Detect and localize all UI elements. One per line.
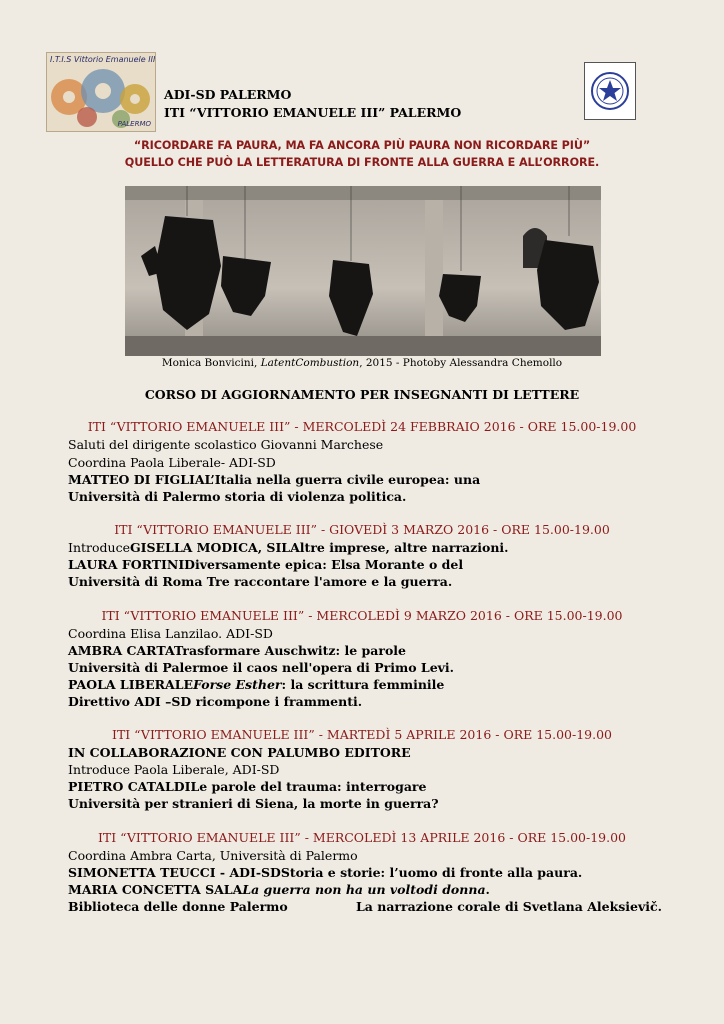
session-2-line — [68, 540, 509, 555]
session-4-line: Introduce Paola Liberale, ADI-SD — [68, 762, 280, 777]
session-2-introduce: Introduce — [68, 540, 130, 555]
school-logo — [46, 52, 156, 132]
session-5-line: SIMONETTA TEUCCI - ADI-SDStoria e storie: l’uomo di fronte alla paura. — [68, 865, 583, 880]
session-2-line: LAURA FORTINIDiversamente epica: Elsa Morante o del — [68, 557, 464, 572]
logo-title: I.T.I.S Vittorio Emanuele III — [50, 55, 156, 64]
session-4-line: Università per stranieri di Siena, la morte in guerra? — [68, 796, 439, 811]
session-3-subtitle: : la scrittura femminile — [281, 677, 445, 692]
session-1-line: MATTEO DI FIGLIAL’Italia nella guerra civile europea: una — [68, 472, 481, 487]
session-1-line: Coordina Paola Liberale- ADI-SD — [68, 455, 276, 470]
session-1-line: Saluti del dirigente scolastico Giovanni Marchese — [68, 437, 384, 452]
session-2-line: Università di Roma Tre raccontare l'amore e la guerra. — [68, 574, 453, 589]
caption-artist: Monica Bonvicini — [161, 357, 254, 369]
italian-republic-emblem — [584, 62, 636, 120]
session-5-affiliation: Biblioteca delle donne Palermo — [68, 899, 288, 914]
session-3-speaker: PAOLA LIBERALE — [68, 677, 194, 692]
session-5-line — [68, 899, 662, 914]
session-3-line: Direttivo ADI –SD ricompone i frammenti. — [68, 694, 363, 709]
session-5-italic-title: La guerra non ha un voltodi donna — [242, 882, 486, 897]
header-line-1: ADI-SD PALERMO — [164, 87, 292, 102]
session-1-heading: ITI “VITTORIO EMANUELE III” - MERCOLEDÌ 24 FEBBRAIO 2016 - ORE 15.00-19.00 — [87, 419, 637, 434]
session-5-period: . — [485, 882, 490, 897]
quote-line-1: “RICORDARE FA PAURA, MA FA ANCORA PIÙ PAURA NON RICORDARE PIÙ” — [133, 139, 591, 152]
artwork-photo — [125, 186, 601, 356]
session-5-line: Coordina Ambra Carta, Università di Palermo — [68, 848, 358, 863]
session-3-heading: ITI “VITTORIO EMANUELE III” - MERCOLEDÌ 9 MARZO 2016 - ORE 15.00-19.00 — [101, 608, 623, 623]
session-1-line: Università di Palermo storia di violenza politica. — [68, 489, 407, 504]
photo-caption: Monica Bonvicini, LatentCombustion, 2015 - Photoby Alessandra Chemollo — [161, 357, 563, 369]
session-4-heading: ITI “VITTORIO EMANUELE III” - MARTEDÌ 5 APRILE 2016 - ORE 15.00-19.00 — [112, 727, 612, 742]
session-5-topic: La narrazione corale di Svetlana Aleksievič. — [356, 899, 662, 914]
session-2-heading: ITI “VITTORIO EMANUELE III” - GIOVEDÌ 3 MARZO 2016 - ORE 15.00-19.00 — [114, 522, 610, 537]
session-3-line — [68, 677, 444, 692]
session-5-line — [68, 882, 490, 897]
quote-line-2: QUELLO CHE PUÒ LA LETTERATURA DI FRONTE ALLA GUERRA E ALL’ORRORE. — [124, 156, 600, 169]
course-title: CORSO DI AGGIORNAMENTO PER INSEGNANTI DI LETTERE — [144, 387, 580, 402]
session-2-speaker: GISELLA MODICA, SILAltre imprese, altre narrazioni. — [129, 540, 509, 555]
caption-rest: , 2015 - Photoby Alessandra Chemollo — [359, 357, 563, 369]
caption-title: LatentCombustion — [260, 357, 360, 369]
session-3-line: Coordina Elisa Lanzilao. ADI-SD — [68, 626, 273, 641]
logo-city: PALERMO — [117, 120, 151, 128]
session-3-line: AMBRA CARTATrasformare Auschwitz: le parole — [68, 643, 407, 658]
session-5-heading: ITI “VITTORIO EMANUELE III” - MERCOLEDÌ 13 APRILE 2016 - ORE 15.00-19.00 — [97, 830, 627, 845]
session-5-speaker: MARIA CONCETTA SALA — [68, 882, 243, 897]
session-3-italic-title: Forse Esther — [193, 677, 282, 692]
session-4-line: PIETRO CATALDILe parole del trauma: interrogare — [68, 779, 427, 794]
session-3-line: Università di Palermoe il caos nell'opera di Primo Levi. — [68, 660, 455, 675]
header-line-2: ITI “VITTORIO EMANUELE III” PALERMO — [164, 105, 462, 120]
star-emblem-icon — [585, 63, 635, 119]
session-4-line: IN COLLABORAZIONE CON PALUMBO EDITORE — [68, 745, 411, 760]
